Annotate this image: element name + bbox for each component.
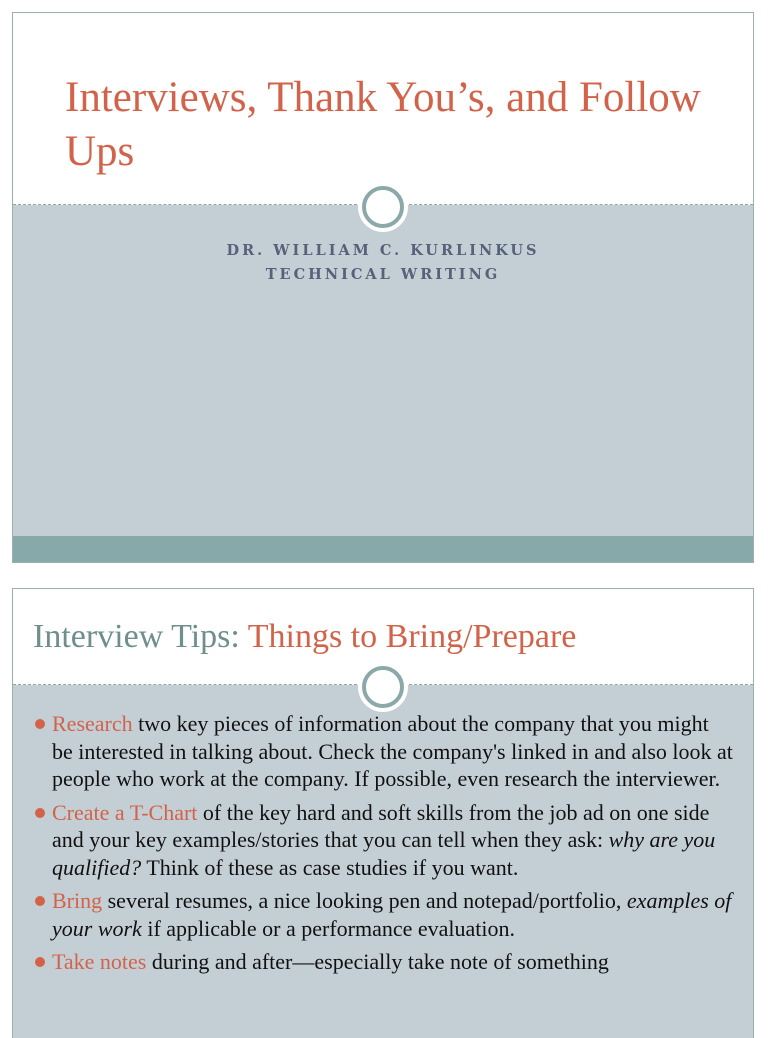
title-prefix: Interview Tips: — [33, 618, 240, 655]
bullet-text: during and after—especially take note of something — [146, 949, 609, 974]
content-slide — [12, 588, 754, 1038]
bullet-text: of the key hard and soft skills from the job ad on one side and your key examples/stories that you can tell when they ask: — [52, 799, 710, 852]
bullet-italic: examples of your work — [52, 888, 732, 941]
bullet-list — [35, 710, 735, 982]
bullet-text: if applicable or a performance evaluation. — [141, 915, 516, 941]
title-slide — [12, 12, 754, 563]
bullet-keyword: Create a T-Chart — [52, 799, 198, 825]
title-area — [13, 13, 753, 205]
circle-ornament — [362, 666, 404, 708]
slide-title: Interviews, Thank You’s, and Follow Ups — [65, 74, 701, 175]
title-main: Things to Bring/Prepare — [247, 618, 577, 655]
list-item — [35, 799, 735, 882]
circle-ornament — [362, 186, 404, 228]
author-name: DR. WILLIAM C. KURLINKUS — [226, 242, 540, 259]
bullet-icon — [35, 957, 45, 967]
footer-bar — [13, 536, 753, 562]
bullet-keyword: Take notes — [52, 949, 147, 974]
list-item — [35, 710, 735, 793]
course-name: TECHNICAL WRITING — [265, 266, 501, 283]
bullet-keyword: Research — [52, 711, 133, 736]
bullet-italic: why are you qualified? — [52, 827, 716, 880]
bullet-icon — [35, 808, 45, 818]
bullet-text: two key pieces of information about the company that you might be interested in talking about. Check the company's linked in and also look at people who work at the company. If possible, even research the interviewer. — [52, 711, 733, 791]
bullet-icon — [35, 896, 45, 906]
slide-subtitle — [13, 239, 753, 287]
list-item — [35, 948, 735, 976]
bullet-icon — [35, 719, 45, 729]
bullet-keyword: Bring — [52, 888, 103, 913]
slide-title — [33, 615, 576, 659]
bullet-text: Think of these as case studies if you want. — [141, 854, 519, 880]
bullet-text: several resumes, a nice looking pen and notepad/portfolio, — [102, 888, 627, 913]
list-item — [35, 887, 735, 942]
